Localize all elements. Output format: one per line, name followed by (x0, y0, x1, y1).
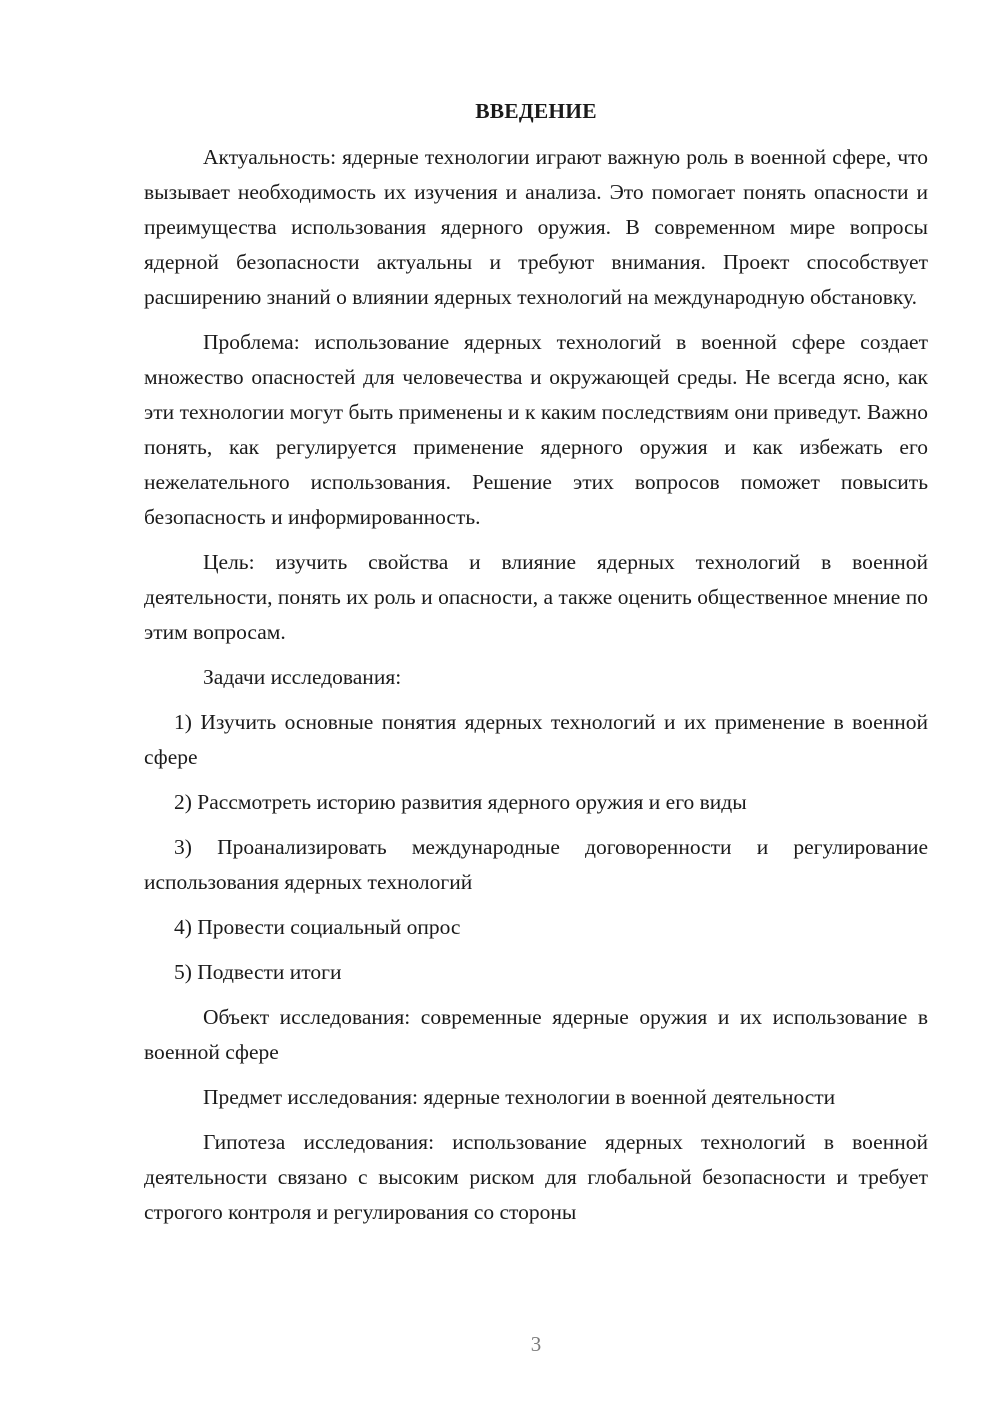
task-item-1: 1) Изучить основные понятия ядерных технологий и их применение в военной сфере (144, 710, 928, 769)
task-item-2: 2) Рассмотреть историю развития ядерного оружия и его виды (174, 790, 747, 814)
paragraph-relevance: Актуальность: ядерные технологии играют важную роль в военной сфере, что вызывает необходимость их изучения и анализа. Это помогает понять опасности и преимущества использования ядерного оружия. В современном мире вопросы ядерной безопасности актуальны и требуют внимания. Проект способствует расширению знаний о влиянии ядерных технологий на международную обстановку. (144, 145, 928, 309)
paragraph-hypothesis: Гипотеза исследования: использование ядерных технологий в военной деятельности связано с высоким риском для глобальной безопасности и требует строгого контроля и регулирования со стороны (144, 1130, 928, 1224)
page-content (144, 96, 928, 1240)
paragraph-tasks-intro: Задачи исследования: (203, 665, 402, 689)
task-item-4: 4) Провести социальный опрос (174, 915, 461, 939)
paragraph-subject: Предмет исследования: ядерные технологии в военной деятельности (203, 1085, 836, 1109)
task-item-5: 5) Подвести итоги (174, 960, 342, 984)
page-number: 3 (530, 1332, 542, 1356)
task-item-3: 3) Проанализировать международные договоренности и регулирование использования ядерных технологий (144, 835, 928, 894)
section-heading: ВВЕДЕНИЕ (475, 99, 597, 123)
paragraph-problem: Проблема: использование ядерных технологий в военной сфере создает множество опасностей для человечества и окружающей среды. Не всегда ясно, как эти технологии могут быть применены и к каким последствиям они приведут. Важно понять, как регулируется применение ядерного оружия и как избежать его нежелательного использования. Решение этих вопросов поможет повысить безопасность и информированность. (144, 330, 928, 529)
paragraph-object: Объект исследования: современные ядерные оружия и их использование в военной сфере (144, 1005, 928, 1064)
paragraph-goal: Цель: изучить свойства и влияние ядерных технологий в военной деятельности, понять их роль и опасности, а также оценить общественное мнение по этим вопросам. (144, 550, 928, 644)
